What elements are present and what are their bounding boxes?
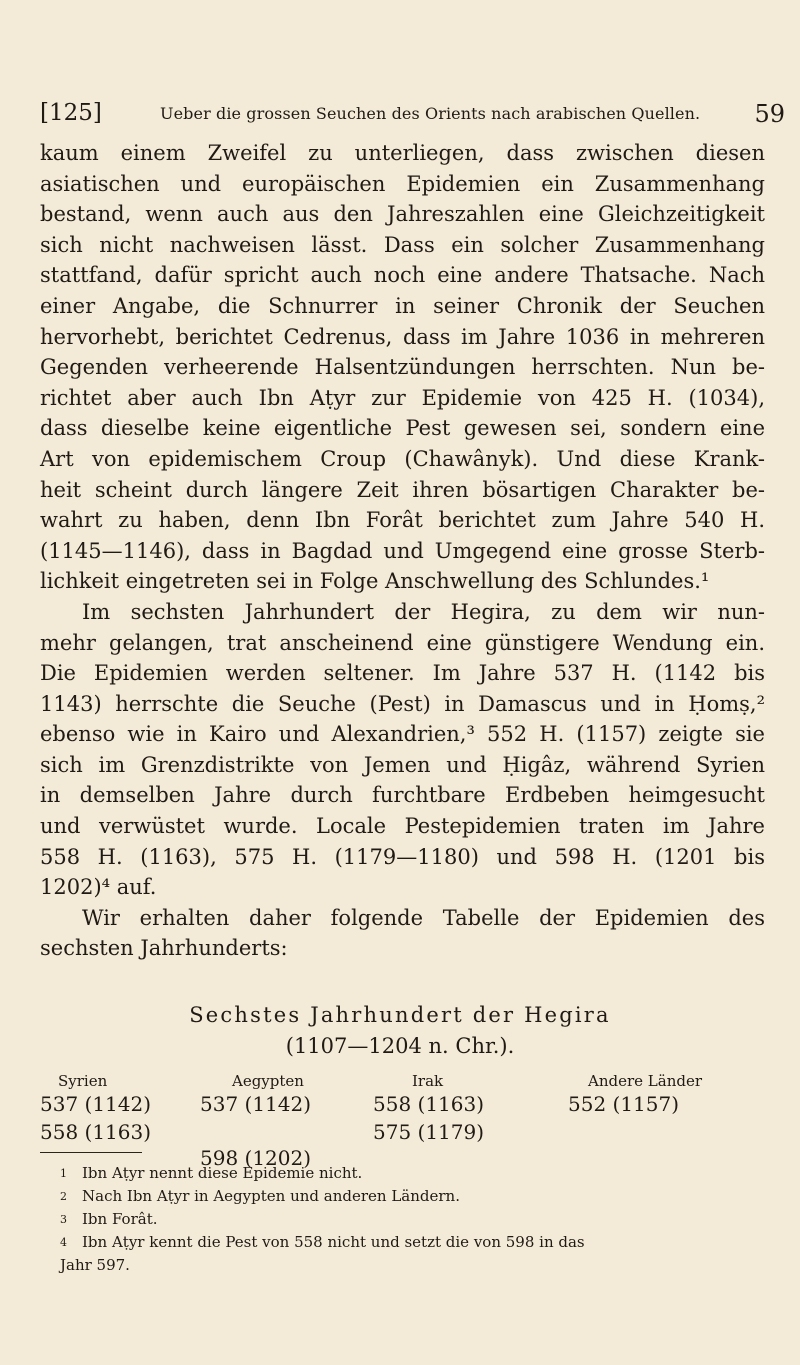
- footnote-text: Nach Ibn Aṭyr in Aegypten und anderen Ländern.: [82, 1187, 460, 1205]
- text-line: ebenso wie in Kairo und Alexandrien,³ 552 H. (1157) zeigte sie: [40, 722, 765, 747]
- footnote: [60, 1185, 760, 1208]
- text-line: 1202)⁴ auf.: [40, 875, 157, 900]
- table-title: Sechstes Jahrhundert der Hegira: [189, 1003, 611, 1027]
- text-line: Im sechsten Jahrhundert der Hegira, zu dem wir nun-: [82, 599, 765, 624]
- table-cell: 598 (1202): [200, 1146, 312, 1170]
- running-header: [40, 100, 785, 130]
- section-marker: [125]: [40, 100, 102, 126]
- text-line: sechsten Jahrhunderts:: [40, 936, 288, 961]
- footnote-rule: [40, 1152, 142, 1153]
- table-cell: 537 (1142): [200, 1092, 312, 1116]
- footnote-number: 3: [60, 1213, 67, 1226]
- text-line: und verwüstet wurde. Locale Pestepidemien traten im Jahre: [40, 814, 765, 839]
- text-line: Gegenden verheerende Halsentzündungen herrschten. Nun be-: [40, 355, 765, 380]
- text-line: bestand, wenn auch aus den Jahreszahlen eine Gleichzeitigkeit: [40, 202, 765, 227]
- column-heading: Syrien: [58, 1072, 108, 1090]
- column-heading: Andere Länder: [588, 1072, 703, 1090]
- text-line: sich im Grenzdistrikte von Jemen und Ḥigâz, während Syrien: [40, 752, 765, 777]
- column-heading: Irak: [412, 1072, 444, 1090]
- text-line: Art von epidemischem Croup (Chawânyk). Und diese Krank-: [40, 446, 765, 471]
- text-line: richtet aber auch Ibn Aṭyr zur Epidemie von 425 H. (1034),: [40, 385, 765, 410]
- text-line: wahrt zu haben, denn Ibn Forât berichtet zum Jahre 540 H.: [40, 508, 765, 533]
- table-cell: 558 (1163): [373, 1092, 485, 1116]
- text-line: einer Angabe, die Schnurrer in seiner Chronik der Seuchen: [40, 293, 765, 318]
- table-cell: 558 (1163): [40, 1120, 152, 1144]
- footnote-number: 1: [60, 1167, 67, 1180]
- table-cell: 552 (1157): [568, 1092, 680, 1116]
- footnote-text: Ibn Forât.: [82, 1210, 158, 1228]
- text-line: dass dieselbe keine eigentliche Pest gewesen sei, sondern eine: [40, 416, 765, 441]
- running-title: Ueber die grossen Seuchen des Orients nach arabischen Quellen.: [160, 104, 701, 123]
- footnote-text: Ibn Aṭyr kennt die Pest von 558 nicht und setzt die von 598 in das: [82, 1233, 585, 1251]
- text-line: in demselben Jahre durch furchtbare Erdbeben heimgesucht: [40, 783, 765, 808]
- footnote-number: 2: [60, 1190, 67, 1203]
- text-line: 1143) herrschte die Seuche (Pest) in Damascus und in Ḥomṣ,²: [40, 691, 765, 716]
- footnotes: [60, 1162, 760, 1277]
- text-line: sich nicht nachweisen lässt. Dass ein solcher Zusammenhang: [40, 232, 765, 257]
- text-line: mehr gelangen, trat anscheinend eine günstigere Wendung ein.: [40, 630, 765, 655]
- text-line: heit scheint durch längere Zeit ihren bösartigen Charakter be-: [40, 477, 765, 502]
- text-line: stattfand, dafür spricht auch noch eine andere Thatsache. Nach: [40, 263, 765, 288]
- table-cell: 537 (1142): [40, 1092, 152, 1116]
- footnote-text: Ibn Aṭyr nennt diese Epidemie nicht.: [82, 1164, 363, 1182]
- body-text: [40, 138, 765, 964]
- column-heading: Aegypten: [232, 1072, 304, 1090]
- text-line: lichkeit eingetreten sei in Folge Anschwellung des Schlundes.¹: [40, 569, 710, 594]
- footnote-continuation: [60, 1254, 760, 1277]
- table-subtitle: (1107—1204 n. Chr.).: [285, 1034, 515, 1058]
- text-line: hervorhebt, berichtet Cedrenus, dass im Jahre 1036 in mehreren: [40, 324, 765, 349]
- text-line: 558 H. (1163), 575 H. (1179—1180) und 598 H. (1201 bis: [40, 844, 765, 869]
- text-line: asiatischen und europäischen Epidemien ein Zusammenhang: [40, 171, 765, 196]
- table-cell: 575 (1179): [373, 1120, 485, 1144]
- page-number: 59: [754, 100, 785, 128]
- text-line: kaum einem Zweifel zu unterliegen, dass zwischen diesen: [40, 141, 765, 165]
- text-line: Wir erhalten daher folgende Tabelle der Epidemien des: [82, 905, 765, 930]
- text-line: (1145—1146), dass in Bagdad und Umgegend eine grosse Sterb-: [40, 538, 765, 563]
- footnote-text: Jahr 597.: [60, 1256, 130, 1274]
- footnote: [60, 1162, 760, 1185]
- footnote: [60, 1231, 760, 1254]
- footnote: [60, 1208, 760, 1231]
- text-line: Die Epidemien werden seltener. Im Jahre 537 H. (1142 bis: [40, 661, 765, 686]
- footnote-number: 4: [60, 1236, 67, 1249]
